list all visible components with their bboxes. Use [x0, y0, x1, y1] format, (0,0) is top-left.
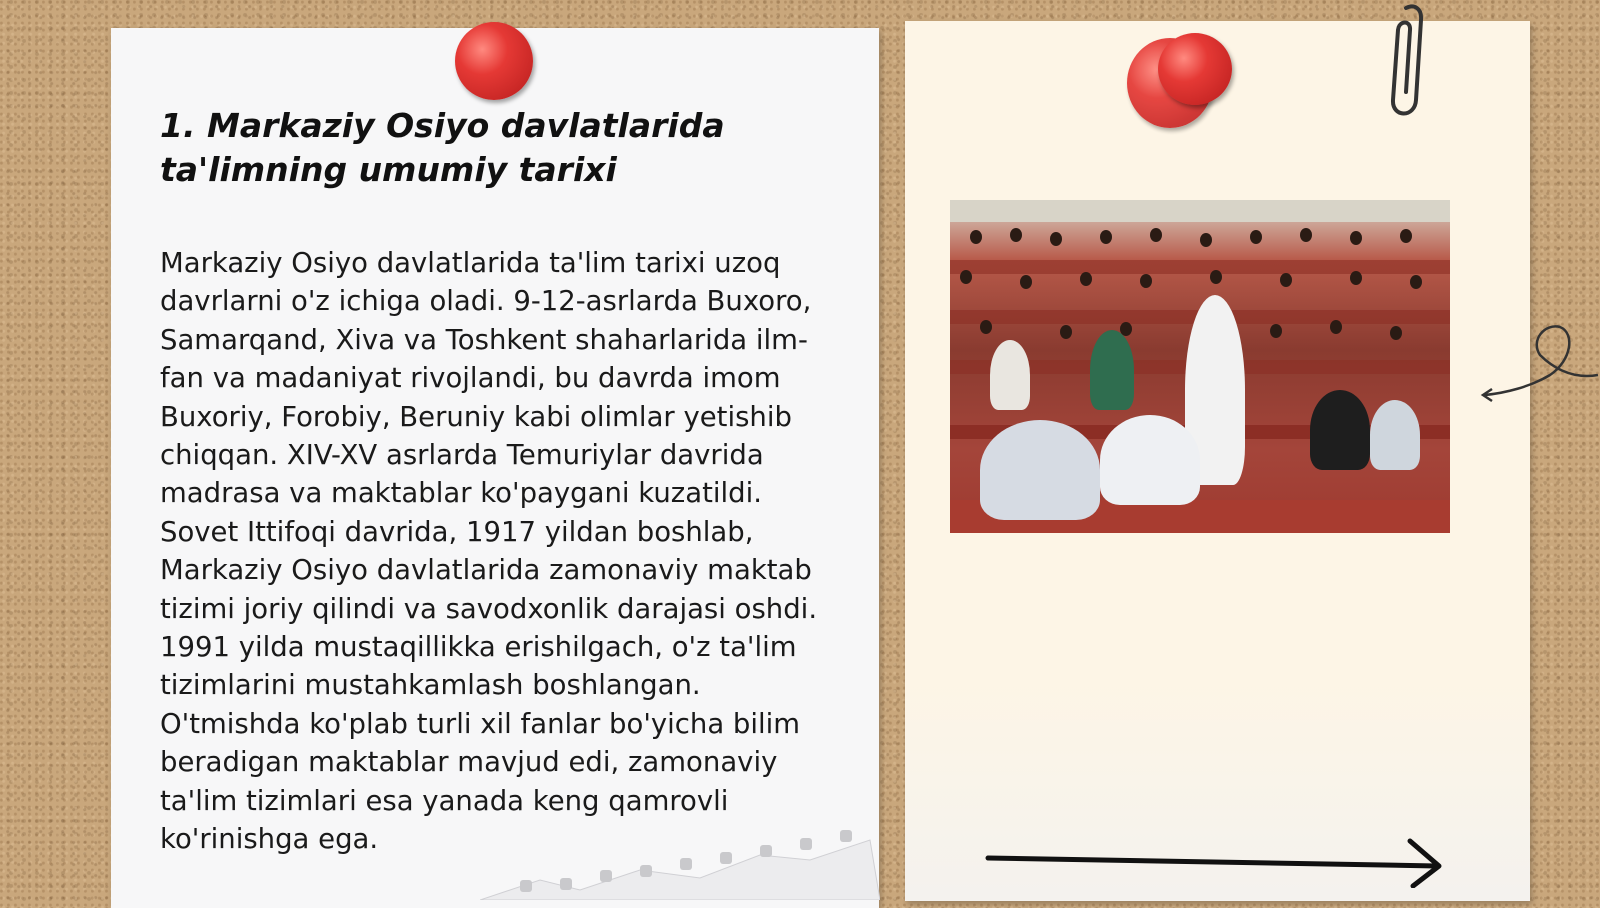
curly-arrow-icon — [1480, 315, 1600, 405]
page-title: 1. Markaziy Osiyo davlatlarida ta'limning umumiy tarixi — [160, 106, 725, 189]
history-paragraph: Markaziy Osiyo davlatlarida ta'lim tarixi uzoq davrlarni o'z ichiga oladi. 9-12-asrlarda Buxoro, Samarqand, Xiva va Toshkent shaharlarida ilm-fan va madaniyat rivojlandi, bu davrda imom Buxoriy, Forobiy, Beruniy kabi olimlar yetishib chiqqan. XIV-XV asrlarda Temuriylar davrida madrasa va maktablar ko'paygani kuzatildi. Sovet Ittifoqi davrida, 1917 yildan boshlab, Markaziy Osiyo davlatlarida zamonaviy maktab tizimi joriy qilindi va savodxonlik darajasi oshdi. 1991 yilda mustaqillikka erishilgach, o'z ta'lim tizimlarini mustahkamlash boshlangan. O'tmishda ko'plab turli xil fanlar bo'yicha bilim beradigan maktablar mavjud edi, zamonaviy ta'lim tizimlari esa yanada keng qamrovli ko'rinishga ega. — [160, 247, 818, 856]
arrow-right-icon — [985, 838, 1445, 888]
push-pin-icon — [1158, 33, 1232, 105]
classroom-photo — [950, 200, 1450, 533]
torn-paper-decoration — [480, 800, 880, 900]
push-pin-icon — [455, 22, 533, 100]
paperclip-icon — [1378, 0, 1428, 125]
